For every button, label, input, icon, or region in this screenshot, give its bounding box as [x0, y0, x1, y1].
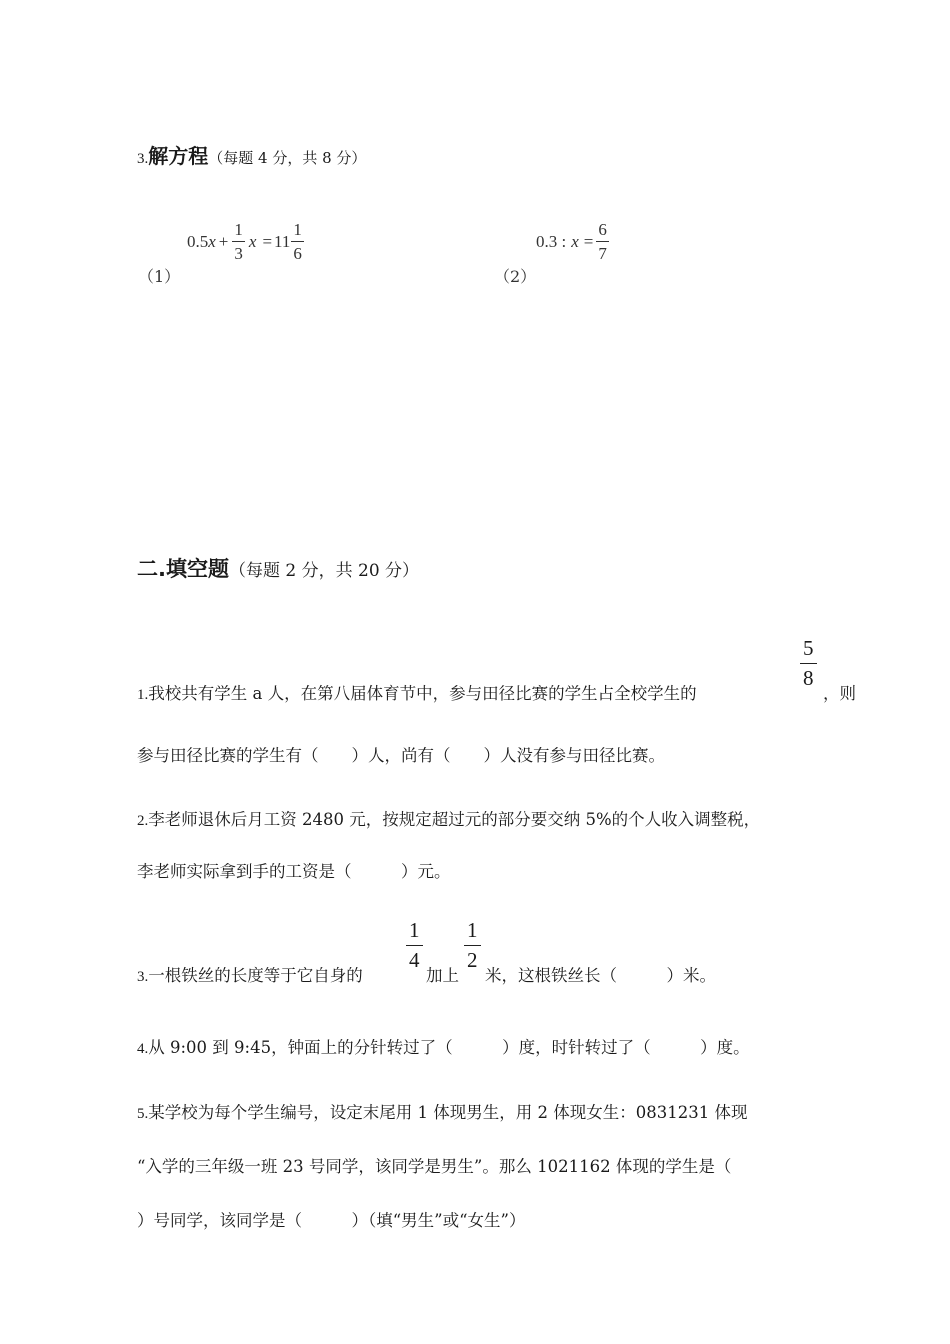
section2-note: （每题 2 分，共 20 分） [228, 561, 420, 581]
eq2-equals: = [583, 231, 594, 251]
section2-heading [137, 553, 419, 583]
section3-number: 3. [137, 151, 149, 167]
q2-line2: 李老师实际拿到手的工资是（ ）元。 [137, 862, 451, 881]
q1-line1-end: ，则 [823, 684, 856, 703]
q5-line1 [137, 1099, 747, 1123]
q4-number: 4. [137, 1041, 149, 1057]
eq2-label: （2） [494, 267, 537, 286]
q3-part1 [137, 962, 363, 986]
eq1-fraction: $\frac{1}{3}$ [234, 220, 243, 263]
eq1-equals: = [262, 231, 273, 251]
q5-number: 5. [137, 1106, 149, 1122]
q2-text: 李老师退休后月工资 2480 元，按规定超过元的部分要交纳 5%的个人收入调整税， [148, 810, 761, 829]
q1-fraction: 5 8 [800, 638, 817, 689]
eq2-var: x [571, 231, 579, 251]
eq1-var2: x [248, 231, 257, 251]
section2-title: 二.填空题 [137, 557, 229, 581]
q4-text: 从 9:00 到 9:45，钟面上的分针转过了（ ）度，时针转过了（ ）度。 [148, 1038, 750, 1057]
section3-note: （每题 4 分，共 8 分） [208, 149, 367, 167]
q2-number: 2. [137, 813, 149, 829]
eq1-var: x [208, 231, 216, 251]
q5-line2: “入学的三年级一班 23 号同学，该同学是男生”。那么 1021162 体现的学生是（ [137, 1157, 732, 1176]
eq1-rhs-whole: 11 [274, 231, 291, 251]
q3-part2: 加上 [426, 966, 459, 985]
q3-text: 一根铁丝的长度等于它自身的 [148, 966, 363, 985]
eq1-label: （1） [138, 267, 181, 286]
q1-line2: 参与田径比赛的学生有（ ）人，尚有（ ）人没有参与田径比赛。 [137, 746, 665, 765]
equation-2 [536, 221, 610, 262]
q1-number: 1. [137, 687, 149, 703]
section3-heading [137, 140, 366, 169]
q5-text: 某学校为每个学生编号，设定末尾用 1 体现男生，用 2 体现女生：0831231 体现 [148, 1103, 748, 1122]
q1-text: 我校共有学生 a 人，在第八届体育节中，参与田径比赛的学生占全校学生的 [148, 684, 697, 703]
eq2-fraction: $\frac{6}{7}$ [598, 220, 607, 263]
q2-line1 [137, 806, 760, 830]
q1-line1 [137, 680, 697, 704]
equation-1 [187, 221, 305, 262]
q3-fraction-2: 1 2 [464, 920, 481, 971]
q4-line [137, 1034, 750, 1058]
eq2-lhs: 0.3 : [536, 231, 567, 251]
q3-number: 3. [137, 969, 149, 985]
section3-title: 解方程 [148, 144, 209, 168]
q5-line3: ）号同学，该同学是（ ）（填“男生”或“女生”） [137, 1211, 526, 1230]
eq1-plus: + [218, 231, 229, 251]
eq1-coef: 0.5 [187, 231, 209, 251]
q3-fraction-1: 1 4 [406, 920, 423, 971]
eq1-rhs-fraction: $\frac{1}{6}$ [293, 220, 302, 263]
q3-part3: 米，这根铁丝长（ ）米。 [485, 966, 716, 985]
